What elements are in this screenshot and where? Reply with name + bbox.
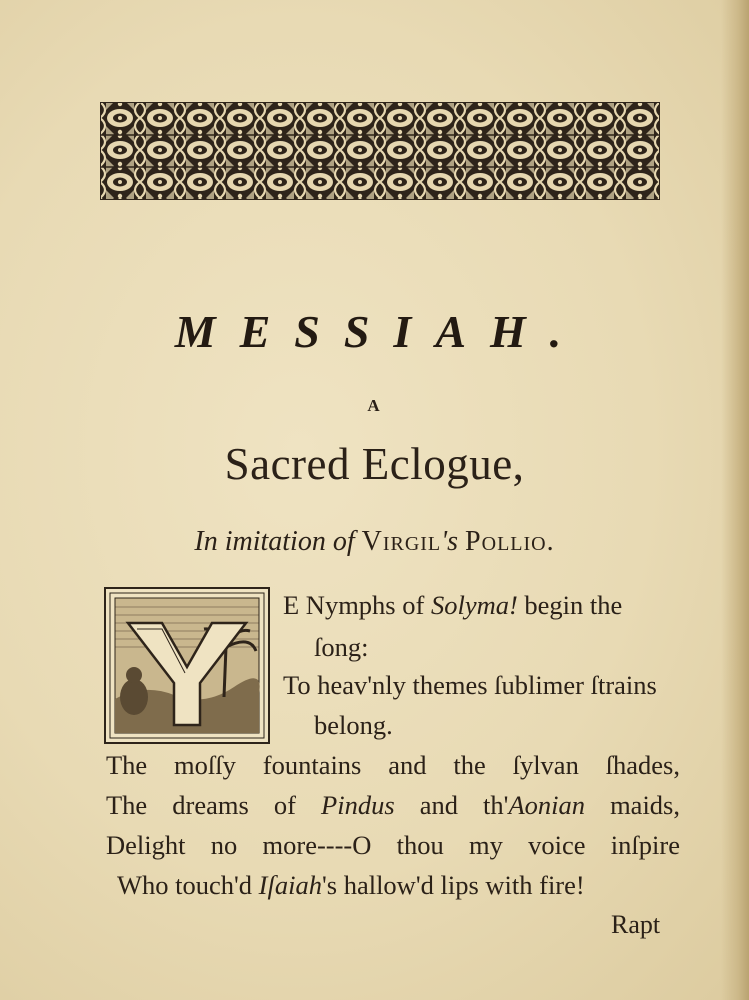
imitation-prefix: In imitation of	[194, 526, 355, 557]
page-title: MESSIAH.	[174, 306, 586, 357]
subtitle: Sacred Eclogue,	[224, 439, 525, 489]
imitation-work: Pollio.	[465, 526, 555, 557]
poem-line-7: Delight no more----O thou my voice inſpire	[106, 830, 680, 860]
article-text: A	[367, 396, 382, 415]
poem-line-5: The moſſy fountains and the ſylvan ſhades,	[106, 750, 680, 780]
poem-line-2: ſong:	[314, 632, 369, 662]
poem-line-8: Who touch'd Iſaiah's hallow'd lips with fire!	[117, 870, 585, 900]
poem-line-1: E Nymphs of Solyma! begin the	[283, 590, 623, 620]
imitation-possessive: 's	[441, 526, 459, 557]
imitation-author: Virgil	[361, 526, 442, 557]
poem-line-3: To heav'nly themes ſublimer ſtrains	[283, 670, 657, 700]
poem-line-6: The dreams of Pindus and th'Aonian maids,	[106, 790, 680, 820]
catchword: Rapt	[611, 910, 661, 939]
poem-line-4: belong.	[314, 710, 393, 740]
